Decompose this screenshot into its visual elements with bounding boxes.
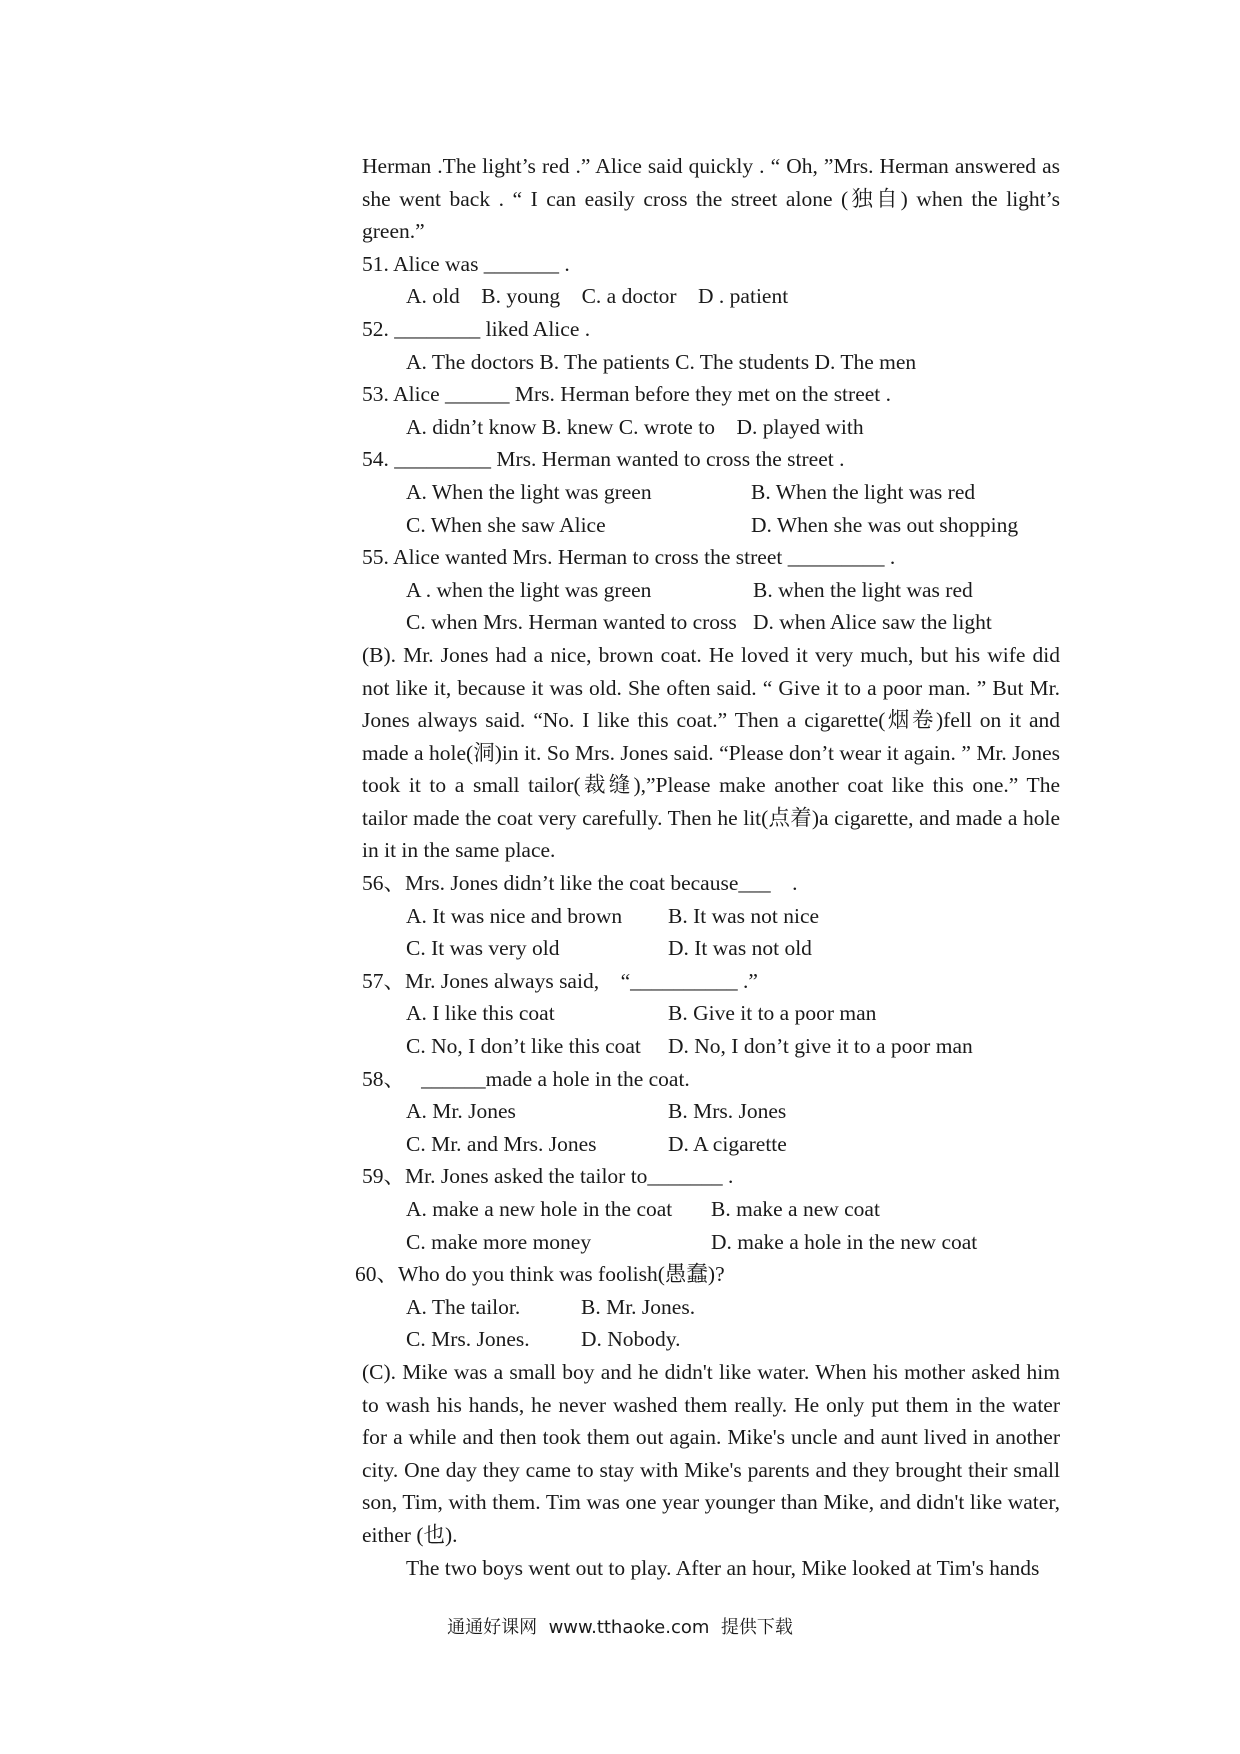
option-b: B. when the light was red [753, 577, 973, 602]
question-56: 56、Mrs. Jones didn’t like the coat because___ . [362, 871, 798, 896]
page-footer: 通通好课网 www.tthaoke.com 提供下载 [447, 1617, 793, 1638]
question-55-options-row1 [362, 574, 1060, 607]
question-57: 57、Mr. Jones always said, “__________ .” [362, 968, 758, 993]
question-60-options-row2 [362, 1323, 1060, 1356]
option-c: C. When she saw Alice [406, 512, 606, 537]
option-b: B. It was not nice [668, 903, 820, 928]
question-59-options-row1 [362, 1193, 1060, 1226]
option-a: A. I like this coat [406, 1001, 555, 1026]
option-c: C. Mrs. Jones. [406, 1327, 530, 1352]
question-54-options-row1 [362, 476, 1060, 509]
question-59-options-row2 [362, 1226, 1060, 1259]
question-59: 59、Mr. Jones asked the tailor to_______ . [362, 1164, 734, 1189]
option-b: B. make a new coat [711, 1197, 880, 1221]
passage-c: (C). Mike was a small boy and he didn't like water. When his mother asked him to wash his hands, he never washed them really. He only put them in the water for a while and then took them out again. Mike's uncle and aunt lived in another city. One day they came to stay with Mike's parents and they brought their small son, Tim, with them. Tim was one year younger than Mike, and didn't like water, either (也). [362, 1359, 1060, 1547]
option-b: B. Mrs. Jones [668, 1099, 787, 1124]
option-c: C. No, I don’t like this coat [406, 1034, 641, 1059]
option-d: D. When she was out shopping [751, 512, 1019, 537]
question-58-options-row2 [362, 1128, 1060, 1161]
option-d: D. when Alice saw the light [753, 610, 992, 635]
option-b: B. Mr. Jones. [581, 1294, 696, 1319]
question-52: 52. ________ liked Alice . [362, 316, 591, 341]
option-a: A. When the light was green [406, 479, 652, 504]
question-57-options-row1 [362, 997, 1060, 1030]
option-c: C. Mr. and Mrs. Jones [406, 1131, 597, 1156]
question-55: 55. Alice wanted Mrs. Herman to cross the street _________ . [362, 545, 896, 570]
option-d: D. No, I don’t give it to a poor man [668, 1034, 973, 1059]
question-60: 60、Who do you think was foolish(愚蠢)? [355, 1262, 725, 1287]
option-c: C. when Mrs. Herman wanted to cross [406, 610, 737, 635]
question-56-options-row2 [362, 932, 1060, 965]
option-d: D. Nobody. [581, 1327, 681, 1352]
passage-b: (B). Mr. Jones had a nice, brown coat. He loved it very much, but his wife did not like it, because it was old. She often said. “ Give it to a poor man. ” But Mr. Jones always said. “No. I like this coat.” Then a cigarette(烟卷)fell on it and made a hole(洞)in it. So Mrs. Jones said. “Please don’t wear it again. ” Mr. Jones took it to a small tailor(裁缝),”Please make another coat like this one.” The tailor made the coat very carefully. Then he lit(点着)a cigarette, and made a hole in it in the same place. [362, 642, 1060, 863]
question-53-options: A. didn’t know B. knew C. wrote to D. played with [406, 414, 864, 439]
passage-c-continued: The two boys went out to play. After an hour, Mike looked at Tim's hands [406, 1555, 1040, 1580]
option-a: A. It was nice and brown [406, 903, 623, 928]
question-57-options-row2 [362, 1030, 1060, 1063]
question-51-options: A. old B. young C. a doctor D . patient [406, 284, 789, 309]
option-d: D. It was not old [668, 936, 812, 961]
question-58-options-row1 [362, 1095, 1060, 1128]
question-56-options-row1 [362, 900, 1060, 933]
option-b: B. Give it to a poor man [668, 1001, 877, 1026]
passage-a-ending: Herman .The light’s red .” Alice said quickly . “ Oh, ”Mrs. Herman answered as she went back . “ I can easily cross the street alone (独自) when the light’s green.” [362, 154, 1060, 244]
page-content [355, 150, 1060, 1584]
option-a: A. Mr. Jones [406, 1099, 516, 1124]
question-51: 51. Alice was _______ . [362, 251, 570, 276]
option-c: C. make more money [406, 1229, 592, 1254]
option-d: D. A cigarette [668, 1131, 787, 1156]
question-58: 58、 ______made a hole in the coat. [362, 1066, 690, 1091]
option-c: C. It was very old [406, 936, 560, 961]
question-55-options-row2 [362, 606, 1060, 639]
question-53: 53. Alice ______ Mrs. Herman before they met on the street . [362, 382, 891, 407]
option-a: A. The tailor. [406, 1294, 521, 1319]
option-a: A . when the light was green [406, 577, 652, 602]
question-52-options: A. The doctors B. The patients C. The students D. The men [406, 349, 917, 374]
question-54-options-row2 [362, 509, 1060, 542]
question-54: 54. _________ Mrs. Herman wanted to cross the street . [362, 447, 845, 472]
option-d: D. make a hole in the new coat [711, 1229, 978, 1254]
question-60-options-row1 [362, 1291, 1060, 1324]
option-a: A. make a new hole in the coat [406, 1197, 673, 1221]
option-b: B. When the light was red [751, 479, 976, 504]
